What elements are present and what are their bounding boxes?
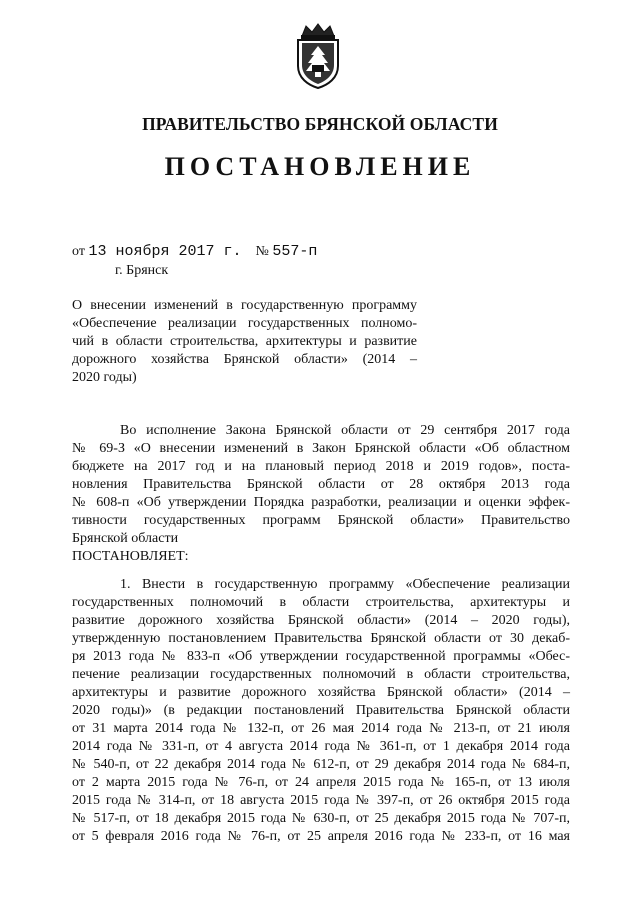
subject-line: дорожного хозяйства Брянской области» (2014 –	[72, 352, 417, 367]
item-line: развитие дорожного хозяйства Брянской области» (2014 – 2020 годы),	[72, 613, 570, 628]
preamble-line: бюджете на 2017 год и на плановый период 2018 и 2019 годов», поста-	[72, 459, 570, 474]
item-1-paragraph	[72, 576, 570, 846]
document-type-title: ПОСТАНОВЛЕНИЕ	[164, 152, 476, 181]
preamble-line: № 69-З «О внесении изменений в Закон Брянской области «Об областном	[72, 441, 570, 456]
item-line: № 517-п, от 18 декабря 2015 года № 630-п, от 25 декабря 2015 года № 707-п,	[72, 811, 570, 826]
preamble-line: тивности государственных программ Брянской области» Правительство	[72, 513, 570, 528]
item-line: № 540-п, от 22 декабря 2014 года № 612-п, от 29 декабря 2014 года № 684-п,	[72, 757, 570, 772]
item-line: утвержденную постановлением Правительства Брянской области от 30 декаб-	[72, 631, 570, 646]
subject-block	[72, 297, 417, 387]
item-line: от 2 марта 2015 года № 76-п, от 24 апреля 2015 года № 165-п, от 13 июля	[72, 775, 570, 790]
preamble-paragraph	[72, 422, 570, 566]
item-line: ря 2013 года № 833-п «Об утверждении государственной программы «Обес-	[72, 649, 570, 664]
date-prefix: от	[72, 244, 85, 259]
preamble-line: Во исполнение Закона Брянской области от 29 сентября 2017 года	[120, 423, 570, 438]
subject-line: чий в области строительства, архитектуры и развитие	[72, 334, 417, 349]
subject-line: 2020 годы)	[72, 370, 137, 385]
preamble-line: № 608-п «Об утверждении Порядка разработки, реализации и оценки эффек-	[72, 495, 570, 510]
decree-keyword: ПОСТАНОВЛЯЕТ:	[72, 549, 189, 564]
document-date: 13 ноября 2017 г.	[88, 243, 242, 260]
item-line: 2020 годы)» (в редакции постановлений Правительства Брянской области	[72, 703, 570, 718]
organization-name: ПРАВИТЕЛЬСТВО БРЯНСКОЙ ОБЛАСТИ	[142, 114, 498, 134]
document-number: 557-п	[272, 243, 318, 260]
item-line: печение реализации государственных полномочий в области строительства,	[72, 667, 570, 682]
preamble-line: Брянской области	[72, 531, 179, 546]
item-line: от 31 марта 2014 года № 132-п, от 26 мая 2014 года № 213-п, от 21 июля	[72, 721, 570, 736]
subject-line: О внесении изменений в государственную программу	[72, 298, 417, 313]
preamble-line: новления Правительства Брянской области от 28 октября 2013 года	[72, 477, 570, 492]
coat-of-arms-emblem	[288, 22, 348, 90]
item-line: архитектуры и развитие дорожного хозяйства Брянской области» (2014 –	[72, 685, 570, 700]
city: г. Брянск	[115, 263, 169, 278]
item-line: от 5 февраля 2016 года № 76-п, от 25 апреля 2016 года № 233-п, от 16 мая	[72, 829, 570, 844]
item-line: 2014 года № 331-п, от 4 августа 2014 года № 361-п, от 1 декабря 2014 года	[72, 739, 570, 754]
dateline	[72, 243, 317, 260]
number-prefix: №	[255, 244, 269, 259]
item-line: государственных полномочий в области строительства, архитектуры и	[72, 595, 570, 610]
item-line: 2015 года № 314-п, от 18 августа 2015 года № 397-п, от 26 октября 2015 года	[72, 793, 570, 808]
item-line: 1. Внести в государственную программу «Обеспечение реализации	[120, 577, 570, 592]
subject-line: «Обеспечение реализации государственных полномо-	[72, 316, 417, 331]
